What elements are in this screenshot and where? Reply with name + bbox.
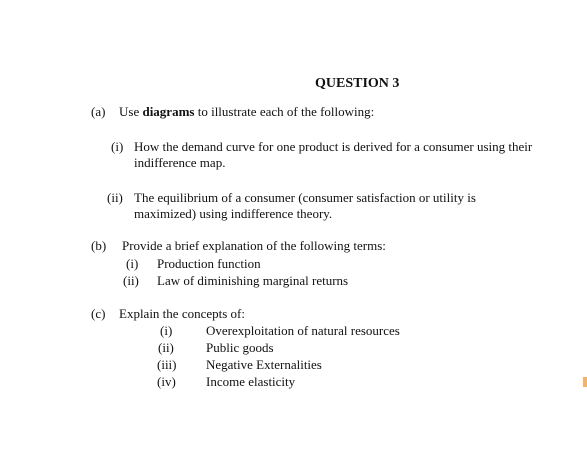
part-a-item-1-line-2: indifference map. [134,155,226,170]
part-c-item-4-text: Income elasticity [206,374,296,389]
part-b-item-1-label: (i) [126,256,139,271]
edge-mark [583,377,587,387]
part-a-text-bold: diagrams [142,104,195,119]
part-b-item-2-label: (ii) [123,273,139,288]
part-b-instruction: Provide a brief explanation of the following terms: [122,238,386,253]
part-c-item-3-label: (iii) [157,357,177,372]
part-c-item-1-text: Overexploitation of natural resources [206,323,400,338]
part-a-text-before: Use [119,104,143,119]
part-a-label: (a) [91,104,106,119]
part-c-item-1-label: (i) [160,323,173,338]
question-title: QUESTION 3 [315,76,400,91]
part-a-item-2-label: (ii) [107,190,123,205]
part-b-label: (b) [91,238,107,253]
part-a-item-2-line-1: The equilibrium of a consumer (consumer satisfaction or utility is [134,190,476,205]
part-a-item-1-line-1: How the demand curve for one product is derived for a consumer using their [134,139,533,154]
part-c-item-2-label: (ii) [158,340,174,355]
part-a-text-after: to illustrate each of the following: [194,104,375,119]
part-c-item-3-text: Negative Externalities [206,357,322,372]
part-c-item-2-text: Public goods [206,340,274,355]
part-a-item-2-line-2: maximized) using indifference theory. [134,206,333,221]
part-c-instruction: Explain the concepts of: [119,306,245,321]
part-c-label: (c) [91,306,106,321]
part-a-instruction [119,104,374,120]
part-b-item-1-text: Production function [157,256,261,271]
part-a-item-1-label: (i) [111,139,124,154]
part-c-item-4-label: (iv) [157,374,176,389]
part-b-item-2-text: Law of diminishing marginal returns [157,273,349,288]
